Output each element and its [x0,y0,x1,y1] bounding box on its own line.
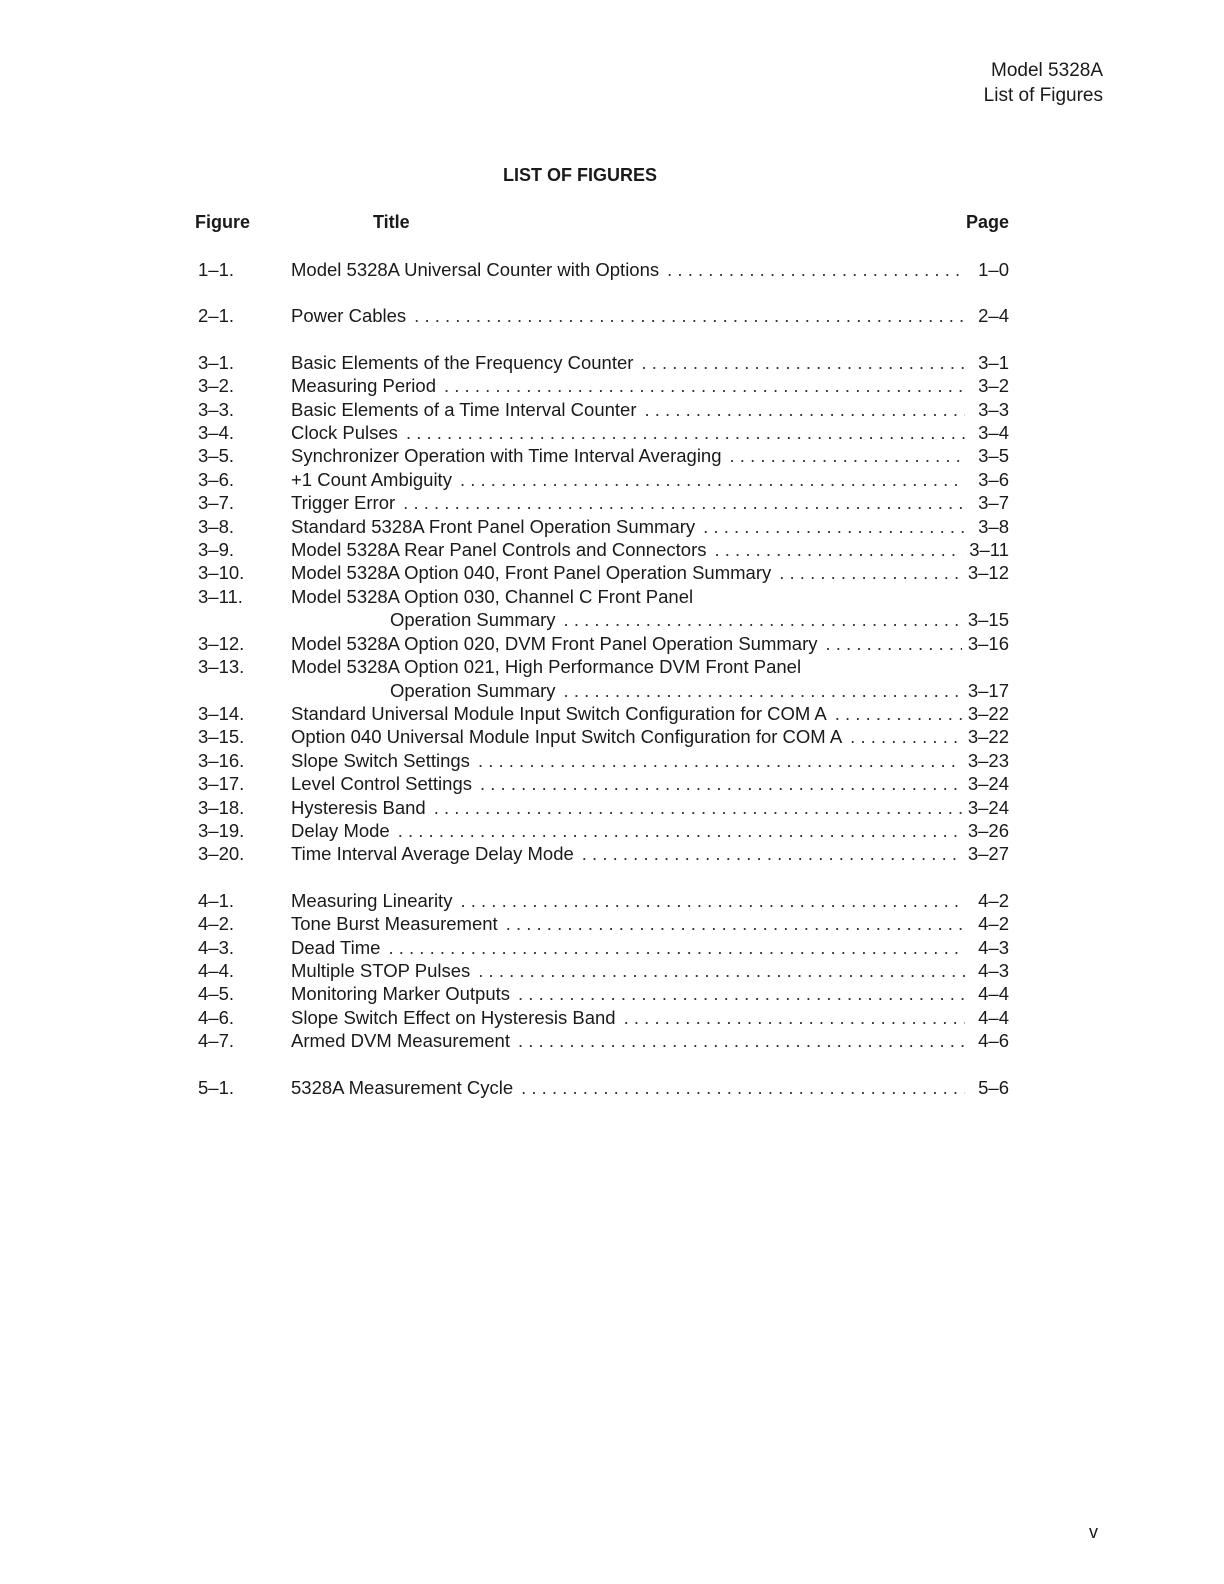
figure-title: Synchronizer Operation with Time Interval Averaging [291,445,722,467]
figure-entry[interactable] [190,304,1009,327]
figure-title: Dead Time [291,936,381,958]
figure-page: 3–16 [967,632,1009,654]
figure-number: 3–19. [198,819,245,841]
figure-page: 3–5 [978,445,1009,467]
column-header-page: Page [965,212,1009,232]
figure-page: 3–22 [967,702,1009,724]
figure-page: 4–3 [978,959,1009,981]
figure-number: 3–7. [198,492,235,514]
dot-leader [388,936,965,959]
figure-entry[interactable] [190,796,1009,819]
figure-title: Power Cables [291,305,407,327]
dot-leader [564,608,962,631]
figure-page: 4–2 [978,913,1009,935]
figure-title: Basic Elements of a Time Interval Counter [291,398,637,420]
dot-leader [826,632,962,655]
figure-number: 3–1. [198,351,235,373]
figure-page: 3–3 [978,398,1009,420]
figure-entry[interactable] [190,374,1009,397]
running-header [984,58,1103,108]
page-title: LIST OF FIGURES [502,165,657,185]
figure-title: Measuring Period [291,375,436,397]
figure-title: Time Interval Average Delay Mode [291,843,574,865]
figure-page: 4–4 [978,1006,1009,1028]
figure-page: 4–2 [978,889,1009,911]
dot-leader [703,515,965,538]
figure-number: 3–18. [198,796,245,818]
figure-title: Slope Switch Effect on Hysteresis Band [291,1006,616,1028]
dot-leader [460,889,965,912]
figure-page: 4–4 [978,983,1009,1005]
figure-number: 4–3. [198,936,235,958]
figure-number: 4–5. [198,983,235,1005]
figure-title: Model 5328A Option 021, High Performance DVM Front Panel [291,656,802,678]
figure-number: 3–6. [198,468,235,490]
figure-title: Hysteresis Band [291,796,426,818]
figure-page: 5–6 [978,1076,1009,1098]
figure-number: 3–14. [198,702,245,724]
figure-title: Standard Universal Module Input Switch Configuration for COM A [291,702,827,724]
column-header-title: Title [373,212,410,232]
dot-leader [641,351,965,374]
figure-title-continuation: Operation Summary [390,679,556,701]
figure-entry[interactable] [190,936,1009,959]
figure-entry[interactable] [190,444,1009,467]
figure-number: 3–12. [198,632,245,654]
figure-group [190,889,1009,1053]
dot-leader [518,1029,965,1052]
figure-page: 3–7 [978,492,1009,514]
figure-number: 3–15. [198,726,245,748]
figure-page: 3–11 [969,539,1009,561]
figure-title: Multiple STOP Pulses [291,959,471,981]
figure-page: 3–1 [978,351,1009,373]
figure-title: Measuring Linearity [291,889,453,911]
figure-page: 3–27 [967,843,1009,865]
figure-number: 3–17. [198,773,245,795]
page-number: v [1089,1522,1098,1542]
figure-page: 3–23 [967,749,1009,771]
figure-number: 3–20. [198,843,245,865]
figure-group [190,1076,1009,1099]
figure-title: Model 5328A Option 030, Channel C Front Panel [291,585,694,607]
figure-title: Monitoring Marker Outputs [291,983,511,1005]
figure-number: 4–4. [198,959,235,981]
figure-entry[interactable] [190,889,1009,912]
figure-page: 3–22 [967,726,1009,748]
figure-number: 3–11. [198,585,243,607]
figure-title: Model 5328A Universal Counter with Options [291,259,660,280]
figure-group [190,258,1009,281]
figure-entry[interactable] [190,561,1009,584]
figure-entry[interactable] [190,982,1009,1005]
dot-leader [403,491,965,514]
figure-entry[interactable] [190,585,1009,632]
figure-entry[interactable] [190,468,1009,491]
figure-entry[interactable] [190,1029,1009,1052]
figure-entry[interactable] [190,959,1009,982]
figure-group [190,304,1009,327]
figure-number: 3–4. [198,422,235,444]
figure-page: 3–24 [967,796,1009,818]
dot-leader [564,679,962,702]
figure-page: 3–12 [967,562,1009,584]
figure-page: 3–24 [967,773,1009,795]
figure-entry[interactable] [190,842,1009,865]
figure-number: 2–1. [198,305,235,327]
figure-number: 4–7. [198,1030,235,1052]
figure-page: 3–4 [978,422,1009,444]
figure-number: 3–8. [198,515,235,537]
dot-leader [460,468,965,491]
dot-leader [521,1076,965,1099]
figure-entry[interactable] [190,491,1009,514]
figure-entry[interactable] [190,725,1009,748]
dot-leader [444,374,965,397]
dot-leader [478,749,962,772]
figure-number: 4–6. [198,1006,235,1028]
dot-leader [406,421,965,444]
figure-title: Model 5328A Option 040, Front Panel Operation Summary [291,562,772,584]
figure-entry[interactable] [190,655,1009,702]
figure-title: Clock Pulses [291,422,398,444]
figure-number: 3–13. [198,656,245,678]
dot-leader [506,912,965,935]
figure-title: Trigger Error [291,492,396,514]
dot-leader [730,444,965,467]
figure-title: Tone Burst Measurement [291,913,498,935]
figure-page: 4–3 [978,936,1009,958]
figure-number: 4–2. [198,913,235,935]
figure-entry[interactable] [190,912,1009,935]
figure-title: Model 5328A Rear Panel Controls and Connectors [291,539,707,561]
figure-number: 3–10. [198,562,245,584]
figure-title: Delay Mode [291,819,390,841]
figure-entry[interactable] [190,749,1009,772]
figure-number: 3–9. [198,539,235,561]
figure-entry[interactable] [190,632,1009,655]
figure-entry[interactable] [190,538,1009,561]
column-header-figure: Figure [195,212,251,232]
figure-page: 4–6 [978,1030,1009,1052]
figure-entry[interactable] [190,702,1009,725]
dot-leader [624,1006,965,1029]
figure-title: Model 5328A Option 020, DVM Front Panel Operation Summary [291,632,818,654]
figure-title: Armed DVM Measurement [291,1030,510,1052]
figure-title: Slope Switch Settings [291,749,470,771]
figure-entry[interactable] [190,258,1009,281]
figure-number: 3–5. [198,445,235,467]
dot-leader [779,561,962,584]
dot-leader [414,304,965,327]
figure-group [190,351,1009,866]
figure-number: 1–1. [198,259,235,280]
figure-list [190,258,1009,1122]
figure-title: Level Control Settings [291,773,472,795]
figure-page: 3–15 [967,609,1009,631]
dot-leader [398,819,962,842]
figure-title-continuation: Operation Summary [390,609,556,631]
dot-leader [667,258,965,281]
dot-leader [835,702,962,725]
figure-page: 2–4 [978,305,1009,327]
header-section: List of Figures [983,85,1103,106]
figure-entry[interactable] [190,398,1009,421]
figure-title: Basic Elements of the Frequency Counter [291,351,634,373]
dot-leader [518,982,965,1005]
dot-leader [644,398,965,421]
figure-page: 3–2 [978,375,1009,397]
figure-page: 3–17 [967,679,1009,701]
figure-page: 3–6 [978,468,1009,490]
figure-title: Option 040 Universal Module Input Switch Configuration for COM A [291,726,843,748]
dot-leader [434,796,962,819]
figure-entry[interactable] [190,772,1009,795]
figure-entry[interactable] [190,1076,1009,1099]
figure-title: Standard 5328A Front Panel Operation Summary [291,515,696,537]
dot-leader [850,725,962,748]
figure-number: 3–16. [198,749,245,771]
figure-entry[interactable] [190,819,1009,842]
figure-entry[interactable] [190,421,1009,444]
figure-page: 3–26 [967,819,1009,841]
figure-number: 5–1. [198,1076,235,1098]
figure-title: +1 Count Ambiguity [291,468,452,490]
figure-entry[interactable] [190,1006,1009,1029]
figure-number: 3–2. [198,375,235,397]
dot-leader [714,538,963,561]
dot-leader [480,772,962,795]
header-model: Model 5328A [991,60,1103,81]
figure-page: 3–8 [978,515,1009,537]
figure-title: 5328A Measurement Cycle [291,1076,514,1098]
figure-number: 3–3. [198,398,235,420]
figure-page: 1–0 [978,259,1009,280]
figure-entry[interactable] [190,515,1009,538]
dot-leader [582,842,962,865]
dot-leader [478,959,965,982]
figure-entry[interactable] [190,351,1009,374]
figure-number: 4–1. [198,889,235,911]
